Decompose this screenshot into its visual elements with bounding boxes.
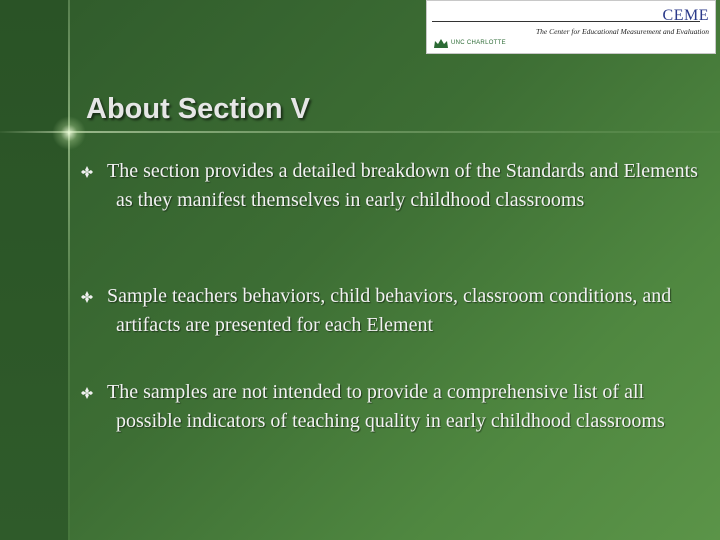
logo-full-name: The Center for Educational Measurement and Evaluation (535, 27, 709, 36)
bullet-text: The section provides a detailed breakdown of the Standards and Elements as they manifest themselves in early childhood classrooms (107, 160, 698, 211)
vertical-accent-line (68, 0, 70, 540)
logo-university: UNC CHARLOTTE (451, 40, 506, 46)
logo-rule (432, 21, 700, 22)
unc-crown-icon (433, 37, 449, 49)
slide-title: About Section V (86, 93, 310, 125)
bullet-text: The samples are not intended to provide a comprehensive list of all possible indicators of teaching quality in early childhood classrooms (107, 381, 665, 432)
diamond-bullet-icon (80, 291, 94, 303)
accent-glow (52, 116, 86, 150)
horizontal-accent-line (0, 131, 720, 133)
ceme-logo (426, 0, 716, 54)
diamond-bullet-icon (80, 166, 94, 178)
bullet-text: Sample teachers behaviors, child behaviors, classroom conditions, and artifacts are presented for each Element (107, 285, 672, 336)
logo-acronym: CEME (662, 7, 709, 24)
diamond-bullet-icon (80, 387, 94, 399)
left-band (0, 0, 68, 540)
